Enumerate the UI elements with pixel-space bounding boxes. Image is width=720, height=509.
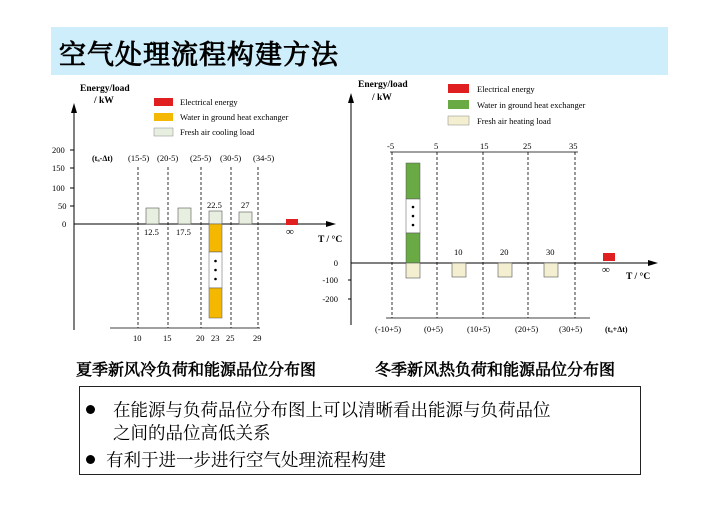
left-ytick-0: 0 (62, 219, 67, 229)
left-interval-5: (34-5) (253, 153, 275, 163)
right-ylabel-2: / kW (372, 93, 392, 103)
legend-label-electrical-r: Electrical energy (477, 84, 535, 94)
left-ytick-100: 100 (52, 183, 65, 193)
left-bottom-tick-10: 10 (133, 333, 142, 343)
right-ylabel-1: Energy/load (358, 80, 408, 90)
winter-caption: 冬季新风热负荷和能源品位分布图 (375, 360, 616, 379)
left-bar-value-4: 27 (241, 200, 250, 210)
left-bar-electrical (286, 219, 298, 225)
left-bar-value-2: 17.5 (176, 227, 191, 237)
right-bottom-interval-1: (-10+5) (375, 324, 402, 334)
left-bar-value-3: 22.5 (207, 200, 222, 210)
left-bar-cooling-4 (239, 212, 252, 224)
left-interval-2: (20-5) (157, 153, 179, 163)
left-interval-1: (15-5) (128, 153, 150, 163)
right-top-tick-35: 35 (569, 141, 578, 151)
legend-label-cooling: Fresh air cooling load (180, 127, 255, 137)
bullet-1-text: 在能源与负荷品位分布图上可以清晰看出能源与负荷品位 (113, 401, 551, 421)
right-bottom-interval-3: (10+5) (467, 324, 491, 334)
right-top-tick-25: 25 (523, 141, 532, 151)
left-bottom-tick-23: 23 (211, 333, 220, 343)
title-banner (51, 27, 668, 75)
right-bar-electrical (603, 253, 615, 261)
legend-swatch-cooling (154, 128, 173, 136)
legend-swatch-water (154, 113, 173, 121)
left-bar-cooling-3 (209, 211, 222, 224)
left-bar-cooling-1 (146, 208, 159, 224)
legend-swatch-heating-r (448, 116, 469, 125)
right-x-label: T / °C (626, 272, 651, 282)
right-bottom-interval-4: (20+5) (515, 324, 539, 334)
bullet-dot (86, 405, 95, 414)
left-bar-water-bottom (209, 288, 222, 318)
left-bar-value-1: 12.5 (144, 227, 159, 237)
summer-diagram (0, 75, 360, 355)
left-ylabel-2: / kW (94, 96, 114, 106)
right-bar-heating-0 (406, 263, 420, 278)
bullet-box (79, 386, 641, 475)
right-ytick-0: 0 (333, 258, 338, 268)
left-bottom-tick-29: 29 (253, 333, 262, 343)
left-ytick-50: 50 (58, 201, 67, 211)
left-bar-cooling-2 (178, 208, 191, 224)
summer-caption: 夏季新风冷负荷和能源品位分布图 (76, 360, 317, 379)
right-x-arrow (648, 260, 658, 266)
left-bottom-tick-20: 20 (196, 333, 205, 343)
left-x-arrow (326, 221, 336, 227)
legend-label-water-r: Water in ground heat exchanger (477, 100, 586, 110)
right-bar-heating-2 (498, 263, 512, 277)
left-ylabel-1: Energy/load (80, 84, 130, 94)
left-bottom-tick-15: 15 (163, 333, 172, 343)
bullet-2-text: 有利于进一步进行空气处理流程构建 (106, 451, 386, 471)
bullet-1-cont-text: 之间的品位高低关系 (113, 424, 271, 444)
right-bar-water-bottom (406, 233, 420, 263)
winter-diagram (322, 75, 670, 355)
left-bottom-tick-25: 25 (226, 333, 235, 343)
right-bottom-interval-5: (30+5) (559, 324, 583, 334)
right-bar-heating-3 (544, 263, 558, 277)
right-bar-water-top (406, 163, 420, 199)
left-interval-label: (tₐ-Δt) (92, 154, 113, 163)
legend-label-electrical: Electrical energy (180, 97, 238, 107)
right-bar-value-10: 10 (454, 247, 463, 257)
right-bottom-interval-label: (tₐ+Δt) (605, 325, 628, 334)
slide-title: 空气处理流程构建方法 (59, 40, 339, 71)
left-x-label: T / °C (318, 235, 343, 245)
legend-swatch-electrical (154, 98, 173, 106)
left-interval-4: (30-5) (220, 153, 242, 163)
left-ytick-150: 150 (52, 163, 65, 173)
legend-swatch-water-r (448, 100, 469, 109)
right-bar-heating-1 (452, 263, 466, 277)
left-y-arrow (71, 103, 77, 113)
right-top-tick-5: 5 (434, 141, 439, 151)
right-bottom-interval-2: (0+5) (424, 324, 443, 334)
left-interval-3: (25-5) (190, 153, 212, 163)
legend-label-water: Water in ground heat exchanger (180, 112, 289, 122)
right-bar-value-30: 30 (546, 247, 555, 257)
legend-label-heating-r: Fresh air heating load (477, 116, 551, 126)
right-ytick--200: -200 (322, 294, 338, 304)
right-top-tick-15: 15 (480, 141, 489, 151)
right-top-tick--5: -5 (387, 141, 395, 151)
bullet-dot (86, 455, 95, 464)
right-y-arrow (348, 93, 354, 103)
right-infinity: ∞ (602, 264, 610, 276)
left-bar-water-top (209, 224, 222, 252)
legend-swatch-electrical-r (448, 84, 469, 93)
right-bar-value-20: 20 (500, 247, 509, 257)
left-infinity: ∞ (286, 226, 294, 238)
right-ytick--100: -100 (322, 275, 338, 285)
left-ytick-200: 200 (52, 145, 65, 155)
